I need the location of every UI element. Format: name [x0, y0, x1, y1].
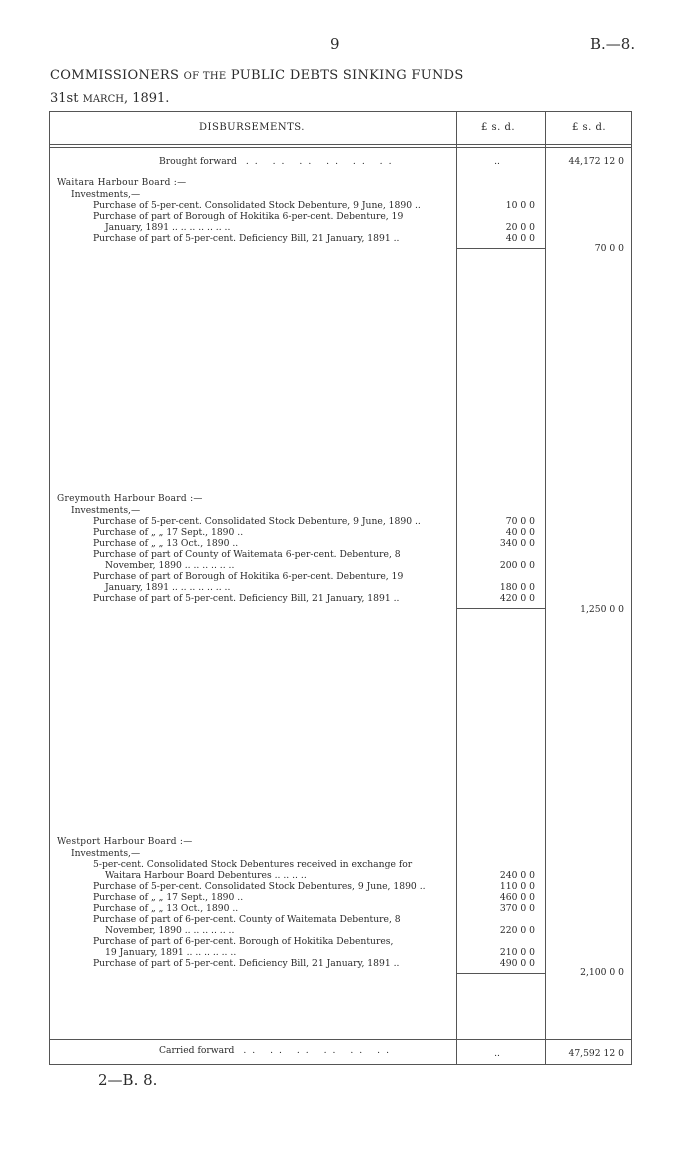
greymouth-line: Purchase of part of Borough of Hokitika 6-per-cent. Debenture, 19	[93, 571, 404, 582]
westport-amount: 220 0 0	[499, 925, 535, 936]
greymouth-amount: 340 0 0	[499, 538, 535, 549]
waitara-line: January, 1891 .. .. .. .. .. .. ..	[105, 222, 231, 233]
westport-line: Purchase of 5-per-cent. Consolidated Stock Debentures, 9 June, 1890 ..	[93, 881, 426, 892]
total-column-divider	[545, 111, 546, 1065]
greymouth-line: Purchase of „ „ 13 Oct., 1890 ..	[93, 538, 239, 549]
greymouth-amount: 420 0 0	[499, 593, 535, 604]
document-date: 31st MARCH, 1891.	[50, 91, 170, 106]
westport-line: Purchase of part of 6-per-cent. Borough of Hokitika Debentures,	[93, 936, 394, 947]
column-heading-disbursements: DISBURSEMENTS.	[199, 122, 305, 133]
waitara-investments: Investments,—	[71, 189, 141, 200]
greymouth-amount: 40 0 0	[505, 527, 535, 538]
westport-amount: 210 0 0	[499, 947, 535, 958]
right-border	[631, 111, 632, 1065]
waitara-line: Purchase of part of 5-per-cent. Deficiency Bill, 21 January, 1891 ..	[93, 233, 400, 244]
westport-amount: 460 0 0	[499, 892, 535, 903]
westport-line: 19 January, 1891 .. .. .. .. .. ..	[105, 947, 237, 958]
westport-heading: Westport Harbour Board :—	[57, 837, 193, 847]
westport-line: Purchase of part of 5-per-cent. Deficiency Bill, 21 January, 1891 ..	[93, 958, 400, 969]
brought-forward-label: Brought forward .. .. .. .. .. ..	[159, 156, 398, 167]
carried-forward-rule	[49, 1039, 632, 1040]
westport-investments: Investments,—	[71, 848, 141, 859]
westport-line: November, 1890 .. .. .. .. .. ..	[105, 925, 235, 936]
waitara-heading: Waitara Harbour Board :—	[57, 178, 187, 188]
greymouth-heading: Greymouth Harbour Board :—	[57, 494, 203, 504]
greymouth-line: Purchase of „ „ 17 Sept., 1890 ..	[93, 527, 244, 538]
greymouth-subtotal-rule	[456, 608, 545, 609]
waitara-line: Purchase of 5-per-cent. Consolidated Stock Debenture, 9 June, 1890 ..	[93, 200, 421, 211]
greymouth-total: 1,250 0 0	[580, 604, 624, 615]
greymouth-investments: Investments,—	[71, 505, 141, 516]
page-number: 9	[330, 35, 340, 53]
disbursements-table	[49, 111, 632, 1065]
westport-line: Purchase of „ „ 17 Sept., 1890 ..	[93, 892, 244, 903]
waitara-total: 70 0 0	[594, 243, 624, 254]
document-title: COMMISSIONERS OF THE PUBLIC DEBTS SINKING FUNDS	[50, 68, 464, 83]
westport-line: Waitara Harbour Board Debentures .. .. .. ..	[105, 870, 307, 881]
greymouth-line: November, 1890 .. .. .. .. .. ..	[105, 560, 235, 571]
waitara-amount: 20 0 0	[505, 222, 535, 233]
waitara-amount: 10 0 0	[505, 200, 535, 211]
westport-amount: 370 0 0	[499, 903, 535, 914]
westport-amount: 240 0 0	[499, 870, 535, 881]
greymouth-line: January, 1891 .. .. .. .. .. .. ..	[105, 582, 231, 593]
report-reference: B.—8.	[590, 35, 636, 53]
carried-forward-total: 47,592 12 0	[568, 1048, 624, 1059]
greymouth-line: Purchase of part of 5-per-cent. Deficiency Bill, 21 January, 1891 ..	[93, 593, 400, 604]
left-border	[49, 111, 50, 1065]
westport-line: Purchase of „ „ 13 Oct., 1890 ..	[93, 903, 239, 914]
waitara-line: Purchase of part of Borough of Hokitika 6-per-cent. Debenture, 19	[93, 211, 404, 222]
greymouth-line: Purchase of part of County of Waitemata 6-per-cent. Debenture, 8	[93, 549, 401, 560]
westport-line: Purchase of part of 6-per-cent. County of Waitemata Debenture, 8	[93, 914, 401, 925]
carried-forward-detail: ..	[494, 1048, 500, 1059]
greymouth-amount: 70 0 0	[505, 516, 535, 527]
brought-forward-total: 44,172 12 0	[568, 156, 624, 167]
footer-reference: 2—B. 8.	[98, 1071, 158, 1089]
waitara-subtotal-rule	[456, 248, 545, 249]
column-heading-detail: £ s. d.	[481, 122, 516, 133]
westport-line: 5-per-cent. Consolidated Stock Debentures received in exchange for	[93, 859, 413, 870]
greymouth-line: Purchase of 5-per-cent. Consolidated Stock Debenture, 9 June, 1890 ..	[93, 516, 421, 527]
column-heading-total: £ s. d.	[572, 122, 607, 133]
westport-amount: 110 0 0	[499, 881, 535, 892]
waitara-amount: 40 0 0	[505, 233, 535, 244]
westport-amount: 490 0 0	[499, 958, 535, 969]
carried-forward-label: Carried forward .. .. .. .. .. ..	[159, 1045, 395, 1056]
greymouth-amount: 200 0 0	[499, 560, 535, 571]
brought-forward-detail: ..	[494, 156, 500, 167]
westport-total: 2,100 0 0	[580, 967, 624, 978]
greymouth-amount: 180 0 0	[499, 582, 535, 593]
westport-subtotal-rule	[456, 973, 545, 974]
